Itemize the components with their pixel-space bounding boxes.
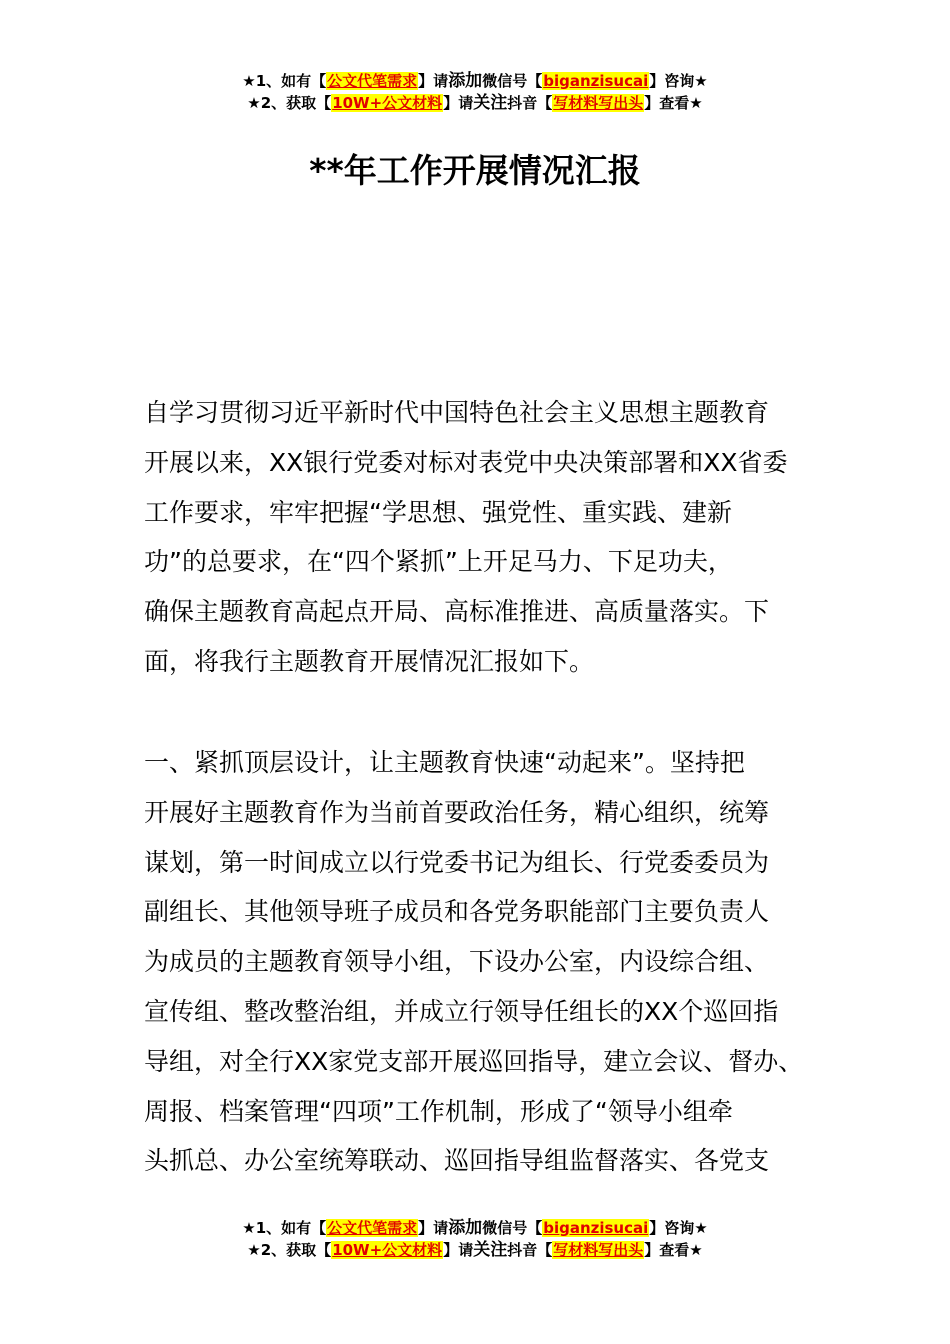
footer-line-2-text-2: 抖音【: [507, 1241, 553, 1259]
footer-highlight-wechat-id: biganzisucai: [543, 1219, 649, 1237]
paragraph-line: 开展好主题教育作为当前首要政治任务，精心组织，统筹: [144, 797, 770, 827]
banner-highlight-wechat-id: biganzisucai: [543, 72, 649, 90]
paragraph-intro: [144, 388, 824, 687]
banner-line-1-prefix: ★1、如有【: [242, 72, 327, 90]
paragraph-line: 一、紧抓顶层设计，让主题教育快速“动起来”。坚持把: [144, 748, 745, 777]
footer-highlight-materials: 10W+公文材料: [332, 1241, 443, 1259]
paragraph-line: 自学习贯彻习近平新时代中国特色社会主义思想主题教育: [144, 398, 770, 427]
paragraph-line: 确保主题教育高起点开局、高标准推进、高质量落实。下: [144, 597, 770, 627]
footer-line-1-text-2: 微信号【: [482, 1219, 543, 1237]
paragraph-line: 副组长、其他领导班子成员和各党务职能部门主要负责人: [144, 897, 770, 927]
paragraph-line: 谋划，第一时间成立以行党委书记为组长、行党委委员为: [144, 847, 770, 877]
banner-line-2-text-2: 抖音【: [507, 94, 553, 112]
footer-banner: [0, 1217, 950, 1261]
banner-highlight-service: 公文代笔需求: [327, 72, 418, 90]
paragraph-line: 为成员的主题教育领导小组，下设办公室，内设综合组、: [144, 947, 770, 977]
banner-line-1-text-2: 微信号【: [482, 72, 543, 90]
paragraph-line: 头抓总、办公室统筹联动、巡回指导组监督落实、各党支: [144, 1146, 770, 1176]
footer-line-2-text: 】请: [443, 1241, 474, 1259]
paragraph-line: 导组，对全行XX家党支部开展巡回指导，建立会议、督办、: [144, 1046, 804, 1076]
paragraph-line: 开展以来，XX银行党委对标对表党中央决策部署和XX省委: [144, 447, 788, 477]
footer-banner-line-1: [0, 1217, 950, 1239]
banner-line-2-text: 】请: [443, 94, 474, 112]
paragraph-section-one: [144, 738, 824, 1186]
paragraph-line: 面，将我行主题教育开展情况汇报如下。: [144, 646, 595, 676]
paragraph-line: 周报、档案管理“四项”工作机制，形成了“领导小组牵: [144, 1096, 733, 1126]
footer-emphasis-follow: 关注: [473, 1240, 508, 1260]
banner-line-2-prefix: ★2、获取【: [247, 94, 332, 112]
footer-highlight-service: 公文代笔需求: [327, 1219, 418, 1237]
footer-line-1-text: 】请: [418, 1219, 449, 1237]
footer-emphasis-add: 添加: [448, 1218, 483, 1238]
banner-highlight-douyin-id: 写材料写出头: [553, 94, 644, 112]
banner-line-2-suffix: 】查看★: [644, 94, 703, 112]
banner-emphasis-follow: 关注: [473, 93, 508, 113]
paragraph-line: 宣传组、整改整治组，并成立行领导任组长的XX个巡回指: [144, 996, 779, 1026]
paragraph-line: 功”的总要求，在“四个紧抓”上开足马力、下足功夫，: [144, 547, 733, 577]
banner-line-2: [0, 92, 950, 114]
document-title: **年工作开展情况汇报: [309, 151, 641, 190]
paragraph-line: 工作要求，牢牢把握“学思想、强党性、重实践、建新: [144, 497, 732, 527]
footer-line-1-suffix: 】咨询★: [649, 1219, 708, 1237]
banner-emphasis-add: 添加: [448, 71, 483, 91]
banner-highlight-materials: 10W+公文材料: [332, 94, 443, 112]
banner-line-1: [0, 70, 950, 92]
footer-line-2-prefix: ★2、获取【: [247, 1241, 332, 1259]
header-banner: [0, 70, 950, 114]
banner-line-1-suffix: 】咨询★: [649, 72, 708, 90]
banner-line-1-text: 】请: [418, 72, 449, 90]
footer-line-1-prefix: ★1、如有【: [242, 1219, 327, 1237]
footer-banner-line-2: [0, 1239, 950, 1261]
footer-line-2-suffix: 】查看★: [644, 1241, 703, 1259]
footer-highlight-douyin-id: 写材料写出头: [553, 1241, 644, 1259]
